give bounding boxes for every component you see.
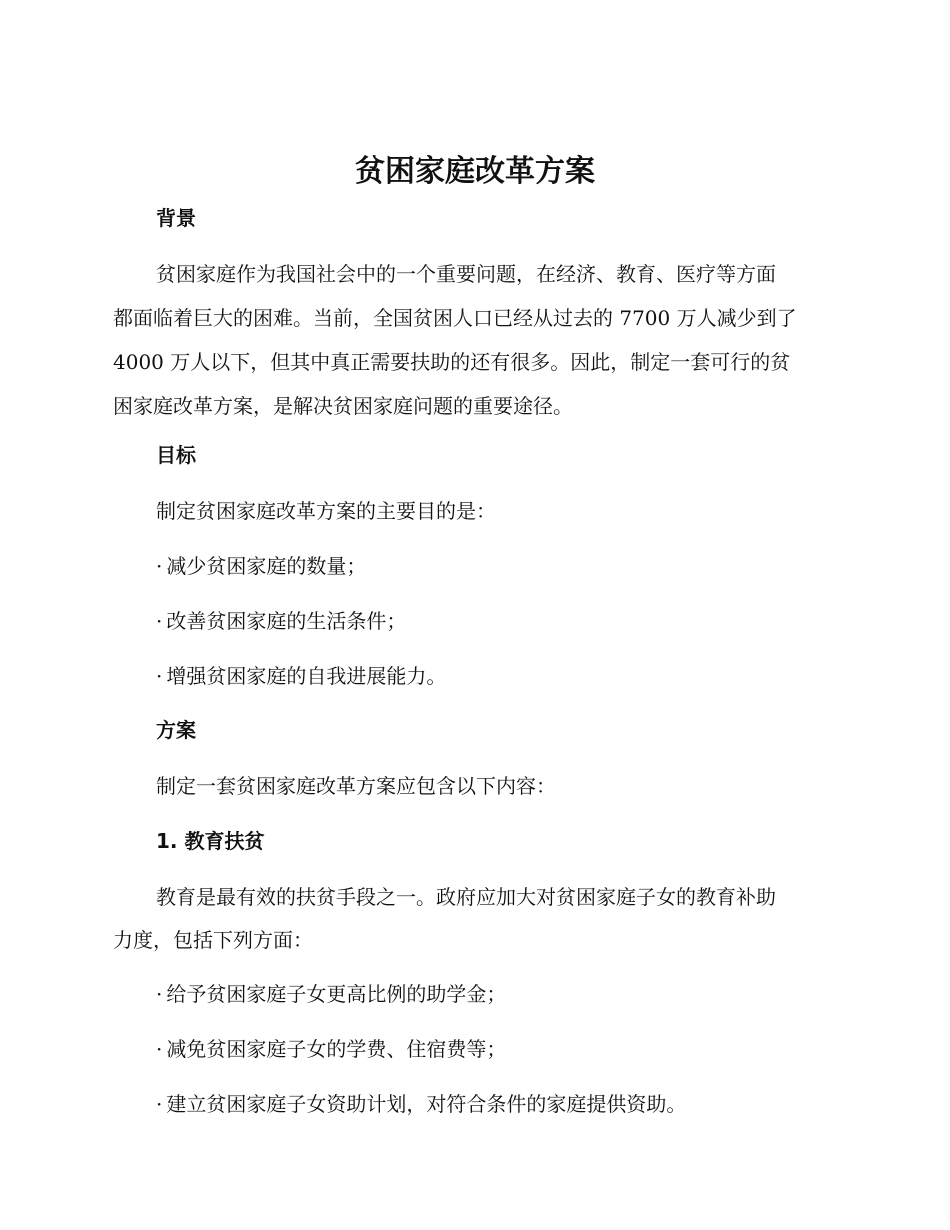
section-heading-goals: 目标	[156, 443, 196, 467]
paragraph-line: 贫困家庭作为我国社会中的一个重要问题，在经济、教育、医疗等方面	[156, 262, 776, 286]
bullet-icon: ·	[156, 1092, 163, 1116]
section-heading-plan: 方案	[156, 718, 196, 742]
list-item-text: 减免贫困家庭子女的学费、住宿费等；	[166, 1037, 507, 1061]
list-item-text: 增强贫困家庭的自我进展能力。	[166, 664, 447, 688]
paragraph-line: 都面临着巨大的困难。当前，全国贫困人口已经从过去的 7700 万人减少到了	[113, 306, 797, 330]
section-heading-background: 背景	[156, 206, 196, 230]
list-item-text: 减少贫困家庭的数量；	[166, 554, 367, 578]
list-item-text: 给予贫困家庭子女更高比例的助学金；	[166, 982, 507, 1006]
subsection-heading-education: 1. 教育扶贫	[156, 829, 265, 853]
document-title: 贫困家庭改革方案	[355, 154, 595, 189]
bullet-icon: ·	[156, 554, 163, 578]
paragraph-line: 制定贫困家庭改革方案的主要目的是：	[156, 499, 496, 523]
paragraph-line: 4000 万人以下，但其中真正需要扶助的还有很多。因此，制定一套可行的贫	[113, 350, 791, 374]
bullet-icon: ·	[156, 664, 163, 688]
list-item	[113, 662, 876, 690]
bullet-icon: ·	[156, 1037, 163, 1061]
bullet-icon: ·	[156, 609, 163, 633]
paragraph-line: 力度，包括下列方面：	[113, 928, 313, 952]
paragraph-line: 教育是最有效的扶贫手段之一。政府应加大对贫困家庭子女的教育补助	[156, 885, 776, 909]
bullet-icon: ·	[156, 982, 163, 1006]
list-item	[113, 552, 876, 580]
list-item	[113, 1090, 876, 1118]
list-item	[113, 607, 876, 635]
list-item-text: 改善贫困家庭的生活条件；	[166, 609, 407, 633]
paragraph-line: 困家庭改革方案，是解决贫困家庭问题的重要途径。	[113, 394, 573, 418]
paragraph-line: 制定一套贫困家庭改革方案应包含以下内容：	[156, 774, 556, 798]
list-item	[113, 980, 876, 1008]
list-item	[113, 1035, 876, 1063]
list-item-text: 建立贫困家庭子女资助计划，对符合条件的家庭提供资助。	[166, 1092, 687, 1116]
